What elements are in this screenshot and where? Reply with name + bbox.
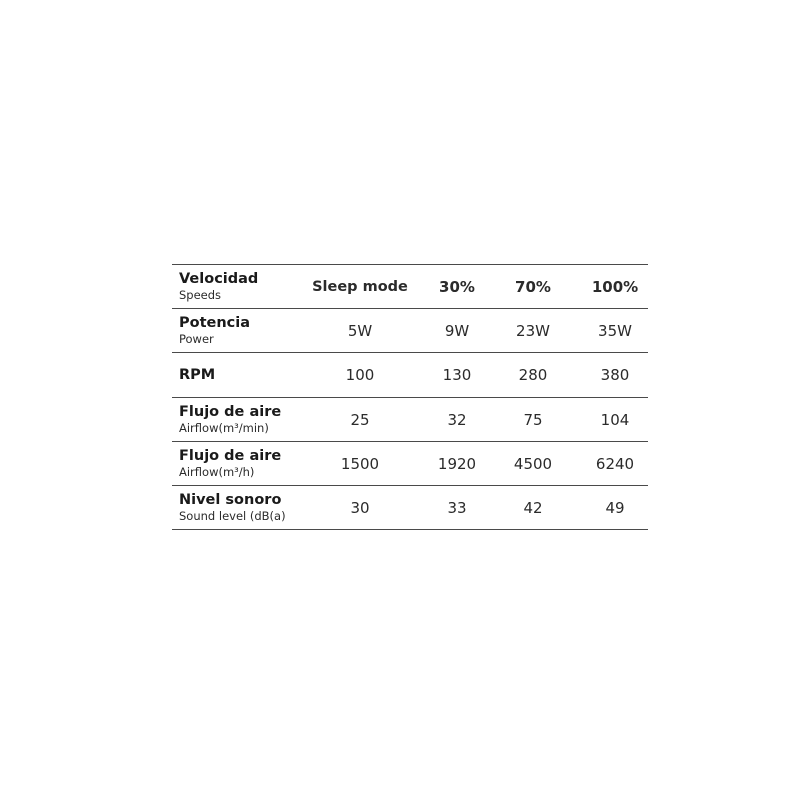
table-cell: 1920	[437, 454, 477, 473]
table-row-airflow-min	[172, 398, 648, 442]
column-header-30: 30%	[439, 277, 475, 296]
table-cell: 380	[600, 366, 630, 384]
table-cell: 280	[518, 366, 548, 384]
table-cell: 75	[523, 410, 543, 429]
table-row-rpm	[172, 353, 648, 398]
table-cell: 30	[350, 498, 370, 517]
row-label-main: Flujo de aire	[179, 448, 282, 464]
table-cell: 32	[447, 410, 467, 429]
column-header-sleep-mode: Sleep mode	[312, 278, 408, 295]
speed-label: Velocidad	[179, 271, 259, 287]
row-label-sub: Airflow(m³/h)	[179, 465, 255, 479]
row-label-main: Nivel sonoro	[179, 492, 282, 508]
fan-spec-table	[172, 264, 648, 530]
table-row-airflow-hour	[172, 442, 648, 486]
table-cell: 4500	[513, 454, 553, 473]
row-label-cell	[172, 486, 290, 530]
row-label-cell	[172, 398, 290, 442]
speed-sublabel: Speeds	[179, 288, 222, 302]
row-label-cell	[172, 353, 290, 398]
table-row-sound-level	[172, 486, 648, 530]
table-cell: 5W	[347, 321, 373, 340]
header-label-cell	[172, 265, 290, 309]
table-cell: 49	[605, 498, 625, 517]
row-label-main: RPM	[179, 367, 216, 383]
table-cell: 25	[350, 410, 370, 429]
row-label-main: Flujo de aire	[179, 404, 282, 420]
table-cell: 130	[442, 366, 472, 384]
table-header-row	[172, 265, 648, 309]
row-label-main: Potencia	[179, 315, 251, 331]
table-cell: 100	[345, 366, 375, 384]
row-label-cell	[172, 309, 290, 353]
table-cell: 23W	[516, 321, 550, 340]
table-cell: 104	[600, 410, 630, 429]
row-label-sub: Airflow(m³/min)	[179, 421, 269, 435]
column-header-100: 100%	[591, 277, 639, 296]
table-cell: 33	[447, 498, 467, 517]
row-label-cell	[172, 442, 290, 486]
table-cell: 42	[523, 498, 543, 517]
row-label-sub: Power	[179, 332, 214, 346]
table-cell: 6240	[595, 454, 635, 473]
row-label-sub: Sound level (dB(a)	[179, 509, 286, 523]
table-cell: 1500	[340, 454, 380, 473]
table-cell: 35W	[598, 321, 632, 340]
table-row-power	[172, 309, 648, 353]
table-cell: 9W	[444, 321, 470, 340]
column-header-70: 70%	[515, 277, 551, 296]
